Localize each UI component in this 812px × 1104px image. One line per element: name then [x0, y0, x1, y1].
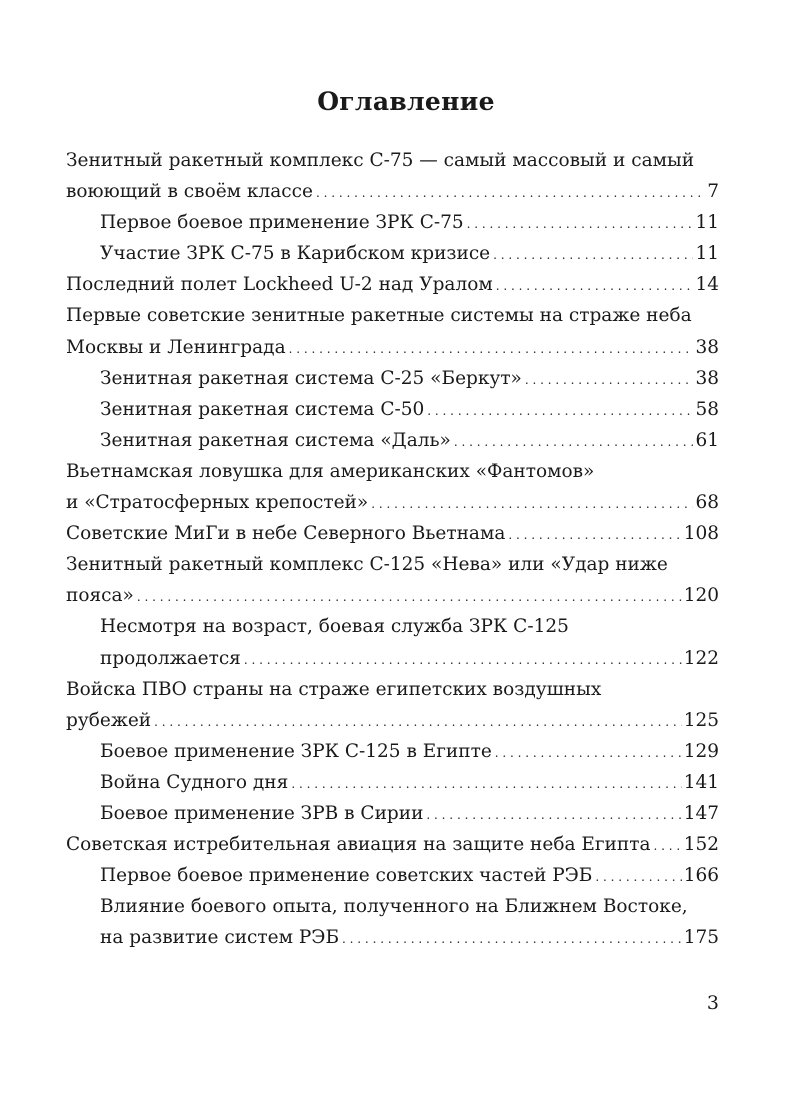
toc-entry-title-line: Советские МиГи в небе Северного Вьетнама: [66, 523, 506, 545]
dot-leader: [289, 332, 694, 363]
page-number: 3: [706, 992, 719, 1014]
toc-entry-title-line: Вьетнамская ловушка для американских «Фантомов»: [66, 460, 595, 482]
dot-leader: [653, 829, 681, 860]
toc-entry-title-line: и «Стратосферных крепостей»: [66, 492, 369, 514]
toc-entry-title-line: Участие ЗРК С-75 в Карибском кризисе: [100, 243, 491, 265]
toc-entry-page: 129: [683, 740, 719, 762]
toc-entry-title-line: Боевое применение ЗРВ в Сирии: [100, 802, 424, 824]
toc-entry[interactable]: [66, 145, 719, 207]
toc-entry-page: 120: [683, 585, 719, 607]
toc-entry-page: 122: [683, 647, 719, 669]
toc-entry[interactable]: [66, 207, 719, 238]
toc-entry-page: 166: [683, 865, 719, 887]
dot-leader: [496, 269, 694, 300]
dot-leader: [454, 425, 694, 456]
page-title: Оглавление: [317, 86, 495, 116]
dot-leader: [427, 394, 693, 425]
toc-entry-page: 108: [683, 523, 719, 545]
toc-entry-title-line: Москвы и Ленинграда: [66, 336, 286, 358]
toc-entry-title-line: Первые советские зенитные ракетные системы на страже неба: [66, 305, 692, 327]
dot-leader: [291, 767, 681, 798]
toc-entry[interactable]: [66, 767, 719, 798]
toc-entry-title-line: продолжается: [100, 647, 241, 669]
toc-entry-page: 14: [695, 274, 719, 296]
toc-entry[interactable]: [66, 549, 719, 611]
toc-entry-title-line: Боевое применение ЗРК С-125 в Египте: [100, 740, 492, 762]
toc-entry[interactable]: [66, 518, 719, 549]
toc-entry[interactable]: [66, 798, 719, 829]
toc-entry-title-line: Первое боевое применение ЗРК С-75: [100, 212, 464, 234]
toc-entry[interactable]: [66, 363, 719, 394]
toc-entry-title-line: Влияние боевого опыта, полученного на Ближнем Востоке,: [100, 896, 688, 918]
toc-entry-title-line: Войска ПВО страны на страже египетских воздушных: [66, 678, 602, 700]
dot-leader: [508, 518, 681, 549]
dot-leader: [595, 860, 681, 891]
toc-entry-page: 11: [695, 212, 719, 234]
toc-entry[interactable]: [66, 736, 719, 767]
toc-entry[interactable]: [66, 269, 719, 300]
dot-leader: [137, 580, 682, 611]
toc-entry-title-line: Зенитный ракетный комплекс С-125 «Нева» или «Удар ниже: [66, 554, 668, 576]
toc-entry-title-line: рубежей: [66, 709, 152, 731]
toc-entry-title-line: Зенитная ракетная система С-50: [100, 398, 425, 420]
dot-leader: [495, 736, 682, 767]
toc-entry-title-line: Несмотря на возраст, боевая служба ЗРК С-125: [100, 616, 569, 638]
toc-entry-title-line: Зенитный ракетный комплекс С-75 — самый массовый и самый: [66, 150, 695, 171]
toc-entry[interactable]: [66, 860, 719, 891]
dot-leader: [493, 238, 693, 269]
toc-entry-title-line: воюющий в своём классе: [66, 181, 313, 203]
toc-entry-page: 58: [695, 398, 719, 420]
dot-leader: [342, 922, 682, 953]
toc-entry[interactable]: [66, 238, 719, 269]
toc-entry[interactable]: [66, 891, 719, 953]
dot-leader: [371, 487, 693, 518]
dot-leader: [426, 798, 681, 829]
toc-entry-page: 68: [695, 492, 719, 514]
dot-leader: [467, 207, 694, 238]
toc-entry-title-line: Зенитная ракетная система «Даль»: [100, 429, 451, 451]
toc-entry-title-line: Война Судного дня: [100, 771, 289, 793]
toc-entry-page: 38: [695, 336, 719, 358]
toc-entry[interactable]: [66, 456, 719, 518]
toc-entry-page: 147: [683, 802, 719, 824]
toc-entry[interactable]: [66, 425, 719, 456]
toc-entry-page: 7: [707, 181, 719, 203]
toc-entry-page: 11: [695, 243, 719, 265]
toc-entry[interactable]: [66, 300, 719, 362]
toc-entry-page: 38: [695, 367, 719, 389]
table-of-contents: [66, 145, 719, 953]
toc-entry-page: 175: [683, 927, 719, 949]
toc-entry-page: 61: [695, 429, 719, 451]
toc-entry[interactable]: [66, 611, 719, 673]
dot-leader: [154, 705, 682, 736]
toc-entry-title-line: Советская истребительная авиация на защите неба Египта: [66, 834, 651, 856]
toc-entry[interactable]: [66, 394, 719, 425]
toc-entry-page: 141: [683, 771, 719, 793]
toc-entry-title-line: Зенитная ракетная система С-25 «Беркут»: [100, 367, 522, 389]
dot-leader: [525, 363, 694, 394]
toc-entry-title-line: Первое боевое применение советских частей РЭБ: [100, 865, 593, 887]
toc-entry-title-line: пояса»: [66, 585, 134, 607]
toc-entry-page: 125: [683, 709, 719, 731]
toc-entry[interactable]: [66, 829, 719, 860]
dot-leader: [316, 176, 705, 207]
toc-entry[interactable]: [66, 674, 719, 736]
toc-entry-page: 152: [683, 834, 719, 856]
toc-entry-title-line: Последний полет Lockheed U-2 над Уралом: [66, 274, 493, 296]
toc-entry-title-line: на развитие систем РЭБ: [100, 927, 340, 949]
dot-leader: [244, 643, 682, 674]
